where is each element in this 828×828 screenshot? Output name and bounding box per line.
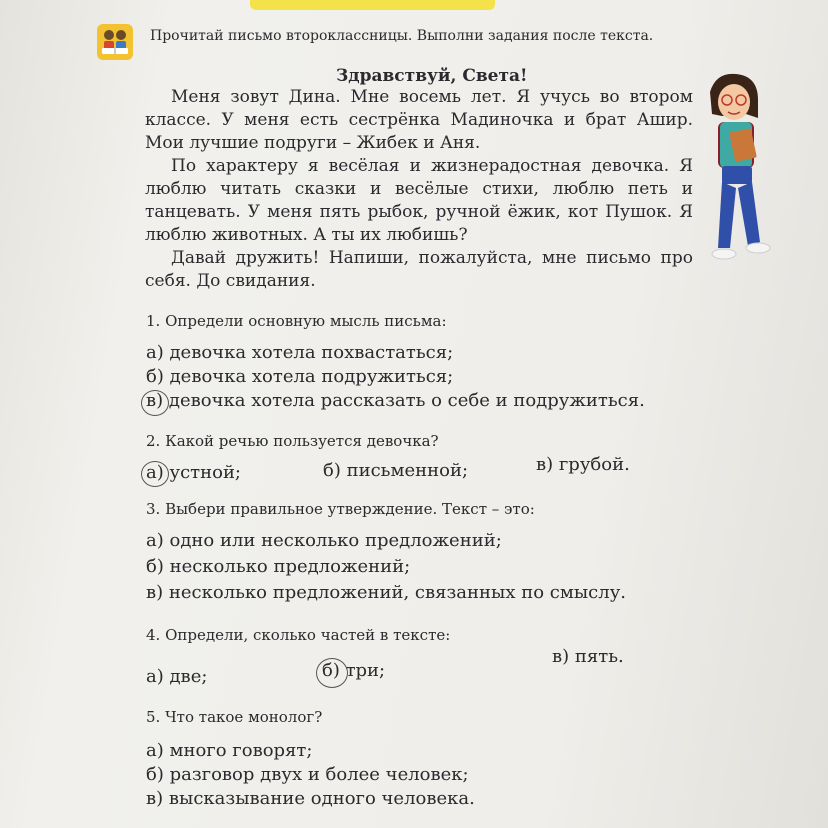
question-1-option-b: б) девочка хотела подружиться; [146, 366, 454, 387]
answer-circle-mark [141, 461, 169, 487]
question-3-option-a: а) одно или несколько предложений; [146, 530, 502, 551]
letter-greeting: Здравствуй, Света! [336, 66, 528, 86]
question-4: 4. Определи, сколько частей в тексте: [146, 626, 451, 644]
question-4-option-a: а) две; [146, 666, 208, 687]
question-3-option-b: б) несколько предложений; [146, 556, 411, 577]
question-4-option-c: в) пять. [552, 646, 624, 667]
letter-body [145, 86, 693, 293]
task-instruction: Прочитай письмо второклассницы. Выполни задания после текста. [150, 28, 654, 44]
letter-paragraph: По характеру я весёлая и жизнерадостная девочка. Я люблю читать сказки и весёлые стихи, люблю петь и танцевать. У меня пять рыбок, ручной ёжик, кот Пушок. Я люблю животных. А ты их любишь? [145, 156, 693, 245]
answer-circle-mark [141, 390, 169, 416]
question-5: 5. Что такое монолог? [146, 708, 323, 726]
reading-children-icon [97, 24, 133, 60]
question-2: 2. Какой речью пользуется девочка? [146, 432, 439, 450]
letter-paragraph: Меня зовут Дина. Мне восемь лет. Я учусь во втором классе. У меня есть сестрёнка Мадиночка и брат Ашир. Мои лучшие подруги – Жибек и Аня. [145, 87, 693, 153]
girl-illustration [692, 70, 802, 270]
question-1-option-a: а) девочка хотела похвастаться; [146, 342, 454, 363]
section-banner [250, 0, 495, 10]
letter-paragraph: Давай дружить! Напиши, пожалуйста, мне письмо про себя. До свидания. [145, 248, 693, 291]
question-4-option-b: б) три; [322, 660, 386, 681]
question-1-option-c: в) девочка хотела рассказать о себе и подружиться. [146, 390, 645, 411]
question-1: 1. Определи основную мысль письма: [146, 312, 447, 330]
question-5-option-a: а) много говорят; [146, 740, 313, 761]
answer-circle-mark [316, 658, 348, 688]
question-2-option-a: а) устной; [146, 462, 242, 483]
question-5-option-b: б) разговор двух и более человек; [146, 764, 469, 785]
question-2-option-b: б) письменной; [323, 460, 469, 481]
question-2-option-c: в) грубой. [536, 454, 630, 475]
question-3-option-c: в) несколько предложений, связанных по смыслу. [146, 582, 627, 603]
question-3: 3. Выбери правильное утверждение. Текст – это: [146, 500, 535, 518]
question-5-option-c: в) высказывание одного человека. [146, 788, 475, 809]
